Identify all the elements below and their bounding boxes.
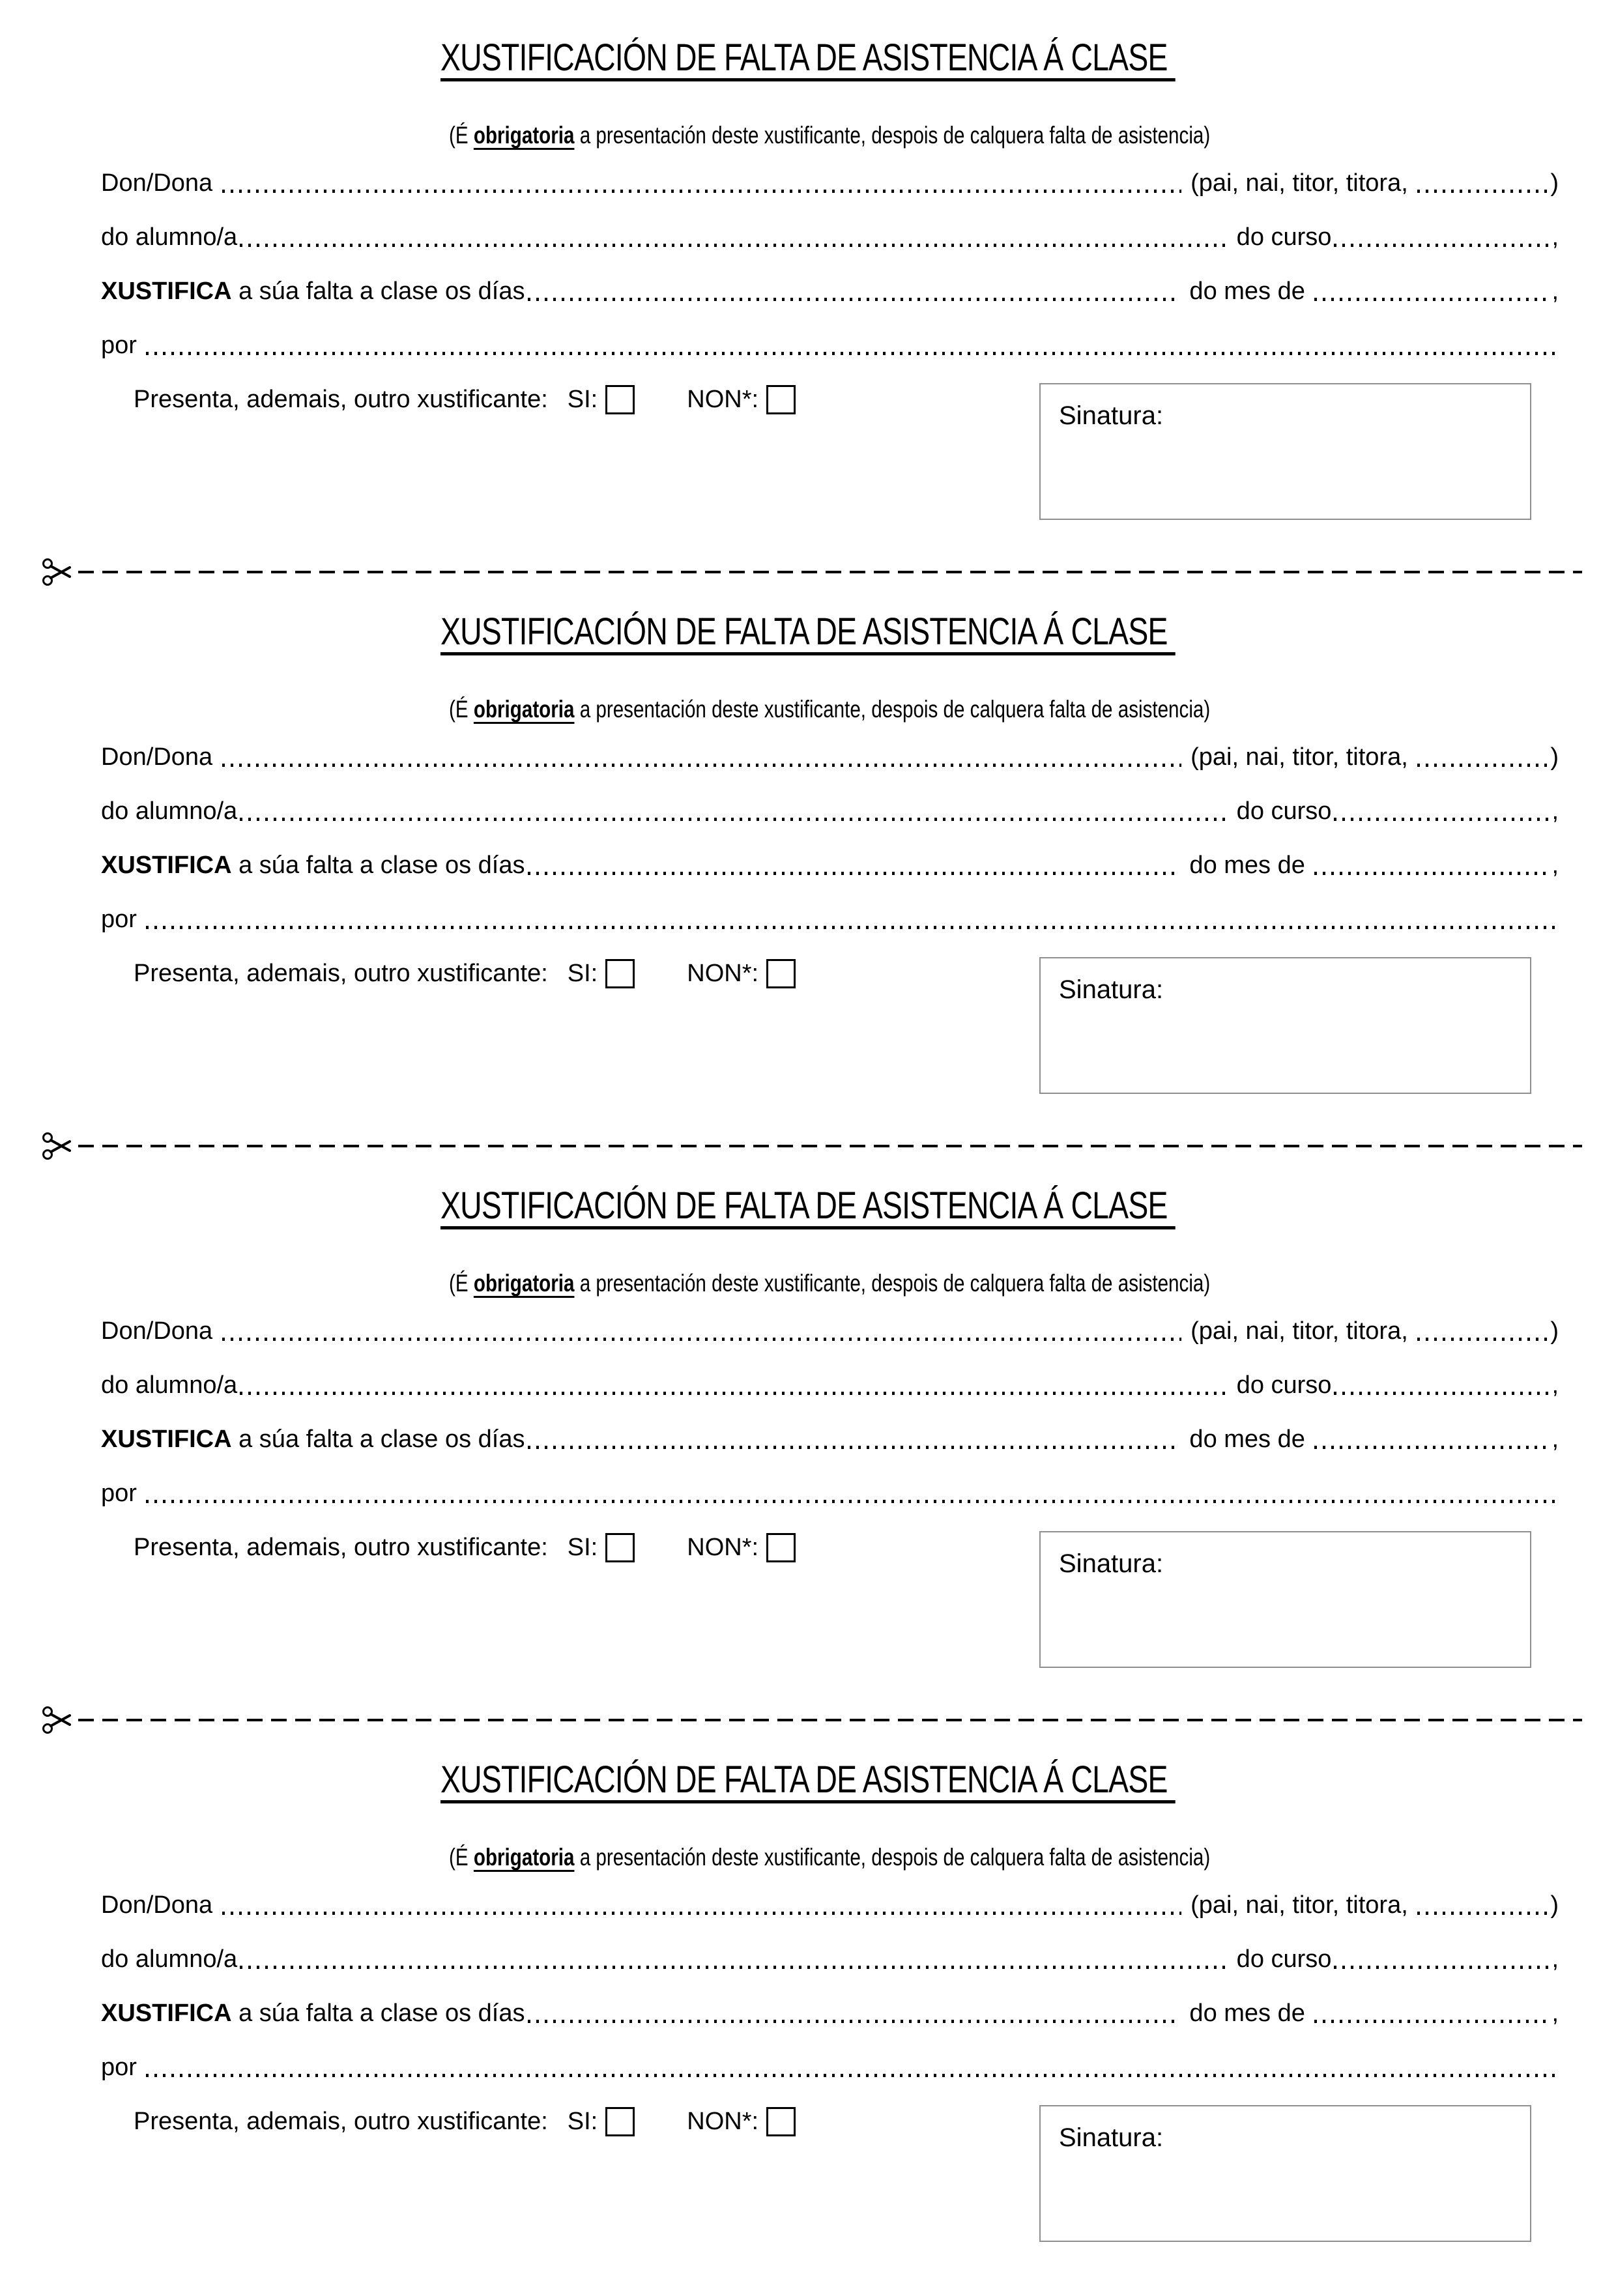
justification-slip [0, 0, 1616, 574]
si-checkbox[interactable] [605, 385, 635, 414]
month-blank[interactable] [1314, 298, 1549, 301]
xustifica-label: XUSTIFICA [101, 852, 232, 880]
student-name-blank[interactable] [240, 1966, 1227, 1969]
close-paren-label: ) [1550, 743, 1559, 771]
course-blank[interactable] [1334, 818, 1549, 821]
student-row [101, 1938, 1559, 1974]
guardian-name-blank[interactable] [222, 190, 1181, 193]
por-label: por [101, 906, 144, 934]
si-label: SI: [567, 386, 598, 414]
justification-slip [0, 1722, 1616, 2296]
relationship-label: (pai, nai, titor, titora, [1183, 169, 1415, 197]
subtitle-obrigatoria: obrigatoria [473, 696, 575, 723]
relationship-blank[interactable] [1417, 190, 1548, 193]
relationship-blank[interactable] [1417, 1338, 1548, 1341]
form-title-text: XUSTIFICACIÓN DE FALTA DE ASISTENCIA Á CLASE [440, 610, 1176, 653]
justification-slip [0, 1148, 1616, 1722]
guardian-name-row [101, 1884, 1559, 1920]
subtitle-open: (É [448, 1270, 474, 1297]
other-justification-row [134, 2100, 1030, 2136]
other-justification-row [134, 1526, 1030, 1562]
xustifica-label: XUSTIFICA [101, 278, 232, 306]
relationship-label: (pai, nai, titor, titora, [1183, 1891, 1415, 1919]
por-label: por [101, 2054, 144, 2082]
presenta-label: Presenta, ademais, outro xustificante: [134, 2108, 548, 2136]
close-paren-label: ) [1550, 1317, 1559, 1345]
comma-label: , [1551, 1945, 1559, 1973]
subtitle-rest: a presentación deste xustificante, despois de calquera falta de asistencia) [574, 696, 1210, 723]
presenta-label: Presenta, ademais, outro xustificante: [134, 1534, 548, 1562]
reason-blank[interactable] [146, 926, 1556, 929]
justify-days-row [101, 844, 1559, 880]
signature-label: Sinatura: [1059, 975, 1164, 1004]
subtitle-obrigatoria: obrigatoria [473, 1844, 575, 1871]
form-title-text: XUSTIFICACIÓN DE FALTA DE ASISTENCIA Á CLASE [440, 36, 1176, 79]
do-curso-label: do curso [1230, 223, 1332, 251]
justify-days-row [101, 1992, 1559, 2028]
comma-label: , [1551, 1371, 1559, 1399]
comma-label: , [1551, 223, 1559, 251]
form-title-text: XUSTIFICACIÓN DE FALTA DE ASISTENCIA Á CLASE [440, 1184, 1176, 1227]
si-checkbox[interactable] [605, 959, 635, 988]
falta-clase-label: a súa falta a clase os días [231, 852, 525, 880]
falta-clase-label: a súa falta a clase os días [231, 1426, 525, 1454]
guardian-name-row [101, 162, 1559, 198]
form-title [0, 36, 1616, 80]
non-checkbox[interactable] [766, 1533, 796, 1562]
form-title [0, 610, 1616, 654]
form-title [0, 1758, 1616, 1802]
days-blank[interactable] [528, 298, 1180, 301]
signature-label: Sinatura: [1059, 2123, 1164, 2152]
por-label: por [101, 1480, 144, 1508]
comma-label: , [1551, 2000, 1559, 2028]
dashed-cut-line [78, 1145, 1582, 1147]
por-label: por [101, 332, 144, 360]
do-alumno-label: do alumno/a [101, 223, 238, 251]
falta-clase-label: a súa falta a clase os días [231, 278, 525, 306]
subtitle-open: (É [448, 696, 474, 723]
do-alumno-label: do alumno/a [101, 1945, 238, 1973]
justify-days-row [101, 1418, 1559, 1454]
form-title [0, 1184, 1616, 1228]
student-name-blank[interactable] [240, 1392, 1227, 1395]
do-mes-de-label: do mes de [1182, 1426, 1312, 1454]
comma-label: , [1551, 797, 1559, 825]
reason-blank[interactable] [146, 1500, 1556, 1503]
student-row [101, 1364, 1559, 1400]
si-checkbox[interactable] [605, 2107, 635, 2136]
course-blank[interactable] [1334, 1966, 1549, 1969]
student-row [101, 216, 1559, 252]
do-curso-label: do curso [1230, 1371, 1332, 1399]
subtitle-obrigatoria: obrigatoria [473, 1270, 575, 1297]
don-dona-label: Don/Dona [101, 743, 220, 771]
si-label: SI: [567, 1534, 598, 1562]
days-blank[interactable] [528, 2020, 1180, 2023]
days-blank[interactable] [528, 1446, 1180, 1449]
justification-slip [0, 574, 1616, 1148]
close-paren-label: ) [1550, 169, 1559, 197]
relationship-blank[interactable] [1417, 1912, 1548, 1915]
student-row [101, 790, 1559, 826]
non-checkbox[interactable] [766, 385, 796, 414]
other-justification-row [134, 378, 1030, 414]
non-label: NON*: [687, 1534, 759, 1562]
signature-box[interactable] [1039, 2105, 1531, 2242]
month-blank[interactable] [1314, 2020, 1549, 2023]
month-blank[interactable] [1314, 872, 1549, 875]
do-curso-label: do curso [1230, 797, 1332, 825]
form-title-text: XUSTIFICACIÓN DE FALTA DE ASISTENCIA Á CLASE [440, 1758, 1176, 1801]
si-checkbox[interactable] [605, 1533, 635, 1562]
non-label: NON*: [687, 2108, 759, 2136]
signature-label: Sinatura: [1059, 1549, 1164, 1578]
reason-row [101, 2046, 1559, 2082]
presenta-label: Presenta, ademais, outro xustificante: [134, 960, 548, 988]
reason-row [101, 1472, 1559, 1508]
do-alumno-label: do alumno/a [101, 1371, 238, 1399]
do-curso-label: do curso [1230, 1945, 1332, 1973]
guardian-name-row [101, 1310, 1559, 1346]
relationship-blank[interactable] [1417, 764, 1548, 767]
si-label: SI: [567, 960, 598, 988]
comma-label: , [1551, 852, 1559, 880]
signature-label: Sinatura: [1059, 401, 1164, 430]
comma-label: , [1551, 1426, 1559, 1454]
xustifica-label: XUSTIFICA [101, 1426, 232, 1454]
subtitle-open: (É [448, 122, 474, 149]
do-mes-de-label: do mes de [1182, 278, 1312, 306]
comma-label: , [1551, 278, 1559, 306]
don-dona-label: Don/Dona [101, 1317, 220, 1345]
reason-row [101, 898, 1559, 934]
don-dona-label: Don/Dona [101, 169, 220, 197]
days-blank[interactable] [528, 872, 1180, 875]
reason-blank[interactable] [146, 352, 1556, 355]
reason-row [101, 324, 1559, 360]
dashed-cut-line [78, 571, 1582, 573]
month-blank[interactable] [1314, 1446, 1549, 1449]
reason-blank[interactable] [146, 2074, 1556, 2077]
non-checkbox[interactable] [766, 2107, 796, 2136]
guardian-name-blank[interactable] [222, 1338, 1181, 1341]
student-name-blank[interactable] [240, 818, 1227, 821]
relationship-label: (pai, nai, titor, titora, [1183, 1317, 1415, 1345]
presenta-label: Presenta, ademais, outro xustificante: [134, 386, 548, 414]
close-paren-label: ) [1550, 1891, 1559, 1919]
don-dona-label: Don/Dona [101, 1891, 220, 1919]
xustifica-label: XUSTIFICA [101, 2000, 232, 2028]
course-blank[interactable] [1334, 1392, 1549, 1395]
subtitle-rest: a presentación deste xustificante, despois de calquera falta de asistencia) [574, 122, 1210, 149]
do-mes-de-label: do mes de [1182, 2000, 1312, 2028]
signature-box[interactable] [1039, 1531, 1531, 1668]
subtitle-rest: a presentación deste xustificante, despois de calquera falta de asistencia) [574, 1270, 1210, 1297]
do-mes-de-label: do mes de [1182, 852, 1312, 880]
signature-box[interactable] [1039, 383, 1531, 520]
signature-box[interactable] [1039, 957, 1531, 1094]
dashed-cut-line [78, 1719, 1582, 1721]
non-label: NON*: [687, 960, 759, 988]
guardian-name-row [101, 736, 1559, 772]
relationship-label: (pai, nai, titor, titora, [1183, 743, 1415, 771]
subtitle-obrigatoria: obrigatoria [473, 122, 575, 149]
do-alumno-label: do alumno/a [101, 797, 238, 825]
course-blank[interactable] [1334, 244, 1549, 247]
non-label: NON*: [687, 386, 759, 414]
si-label: SI: [567, 2108, 598, 2136]
student-name-blank[interactable] [240, 244, 1227, 247]
justify-days-row [101, 270, 1559, 306]
non-checkbox[interactable] [766, 959, 796, 988]
subtitle-open: (É [448, 1844, 474, 1871]
falta-clase-label: a súa falta a clase os días [231, 2000, 525, 2028]
guardian-name-blank[interactable] [222, 1912, 1181, 1915]
subtitle-rest: a presentación deste xustificante, despois de calquera falta de asistencia) [574, 1844, 1210, 1871]
guardian-name-blank[interactable] [222, 764, 1181, 767]
other-justification-row [134, 952, 1030, 988]
